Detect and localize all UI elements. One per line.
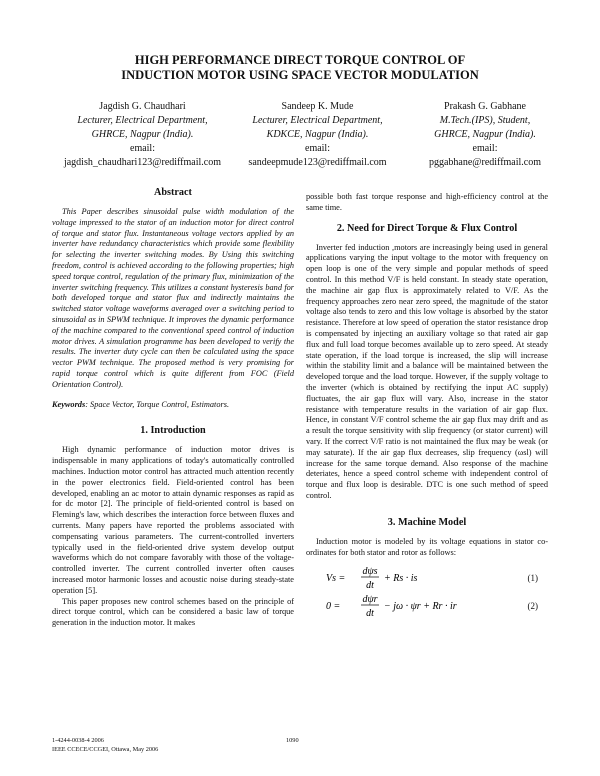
author-affiliation: Lecturer, Electrical Department, [252, 115, 383, 126]
eq1-rest: + Rs · is [384, 573, 418, 585]
eq2-denominator: dt [366, 608, 374, 620]
machine-model-paragraph: Induction motor is modeled by its voltage equations in stator co-ordinates for both stator and rotor as follows: [306, 536, 548, 557]
author-name: Sandeep K. Mude [281, 101, 354, 112]
author-block-1 [45, 100, 240, 170]
title-line-1: HIGH PERFORMANCE DIRECT TORQUE CONTROL OF [134, 53, 466, 67]
email-label: email: [305, 143, 330, 154]
eq1-numerator: dψs [362, 566, 378, 578]
author-affiliation: GHRCE, Nagpur (India). [91, 129, 194, 140]
keywords-label: Keywords [52, 399, 86, 409]
author-affiliation: GHRCE, Nagpur (India). [434, 129, 536, 140]
intro-paragraph-2: This paper proposes new control schemes based on the principle of direct torque control, which can be considered a basic law of torque generation in the induction motor. It makes [52, 596, 294, 628]
eq2-rest: − jω · ψr + Rr · ir [384, 601, 457, 613]
left-column [52, 186, 294, 629]
email-label: email: [130, 143, 155, 154]
intro-paragraph-1: High dynamic performance of induction motor drives is indispensable in many applications of today's automatically controlled machines. Induction motor control has attracted much attention recently in the power electronics field. Field-oriented control has been developed, enabling an ac motor to attain dynamic responses as rapid as for dc motor [2]. The principle of field-oriented control is based on Fleming's law, which describes the interaction force between fluxes and currents. Many papers have reported the problems associated with compensating various parameters. The current-controlled inverters typically used in the field-oriented drive system develop output waveforms which do not compare favorably with those of the voltage-controlled inverter. The current controlled inverter often causes increased motor harmonic losses and acoustic noise during steady-state operation [5]. [52, 445, 294, 595]
keywords-text: : Space Vector, Torque Control, Estimators. [85, 399, 230, 409]
continued-paragraph: possible both fast torque response and high-efficiency control at the same time. [306, 192, 548, 212]
author-affiliation: Lecturer, Electrical Department, [77, 115, 208, 126]
author-block-2 [240, 100, 395, 170]
eq1-denominator: dt [366, 580, 374, 592]
need-paragraph: Inverter fed induction ,motors are increasingly being used in general applications varying the input voltage to the motor with frequency on open loop is one of the very simple and popular methods of speed control. In this method V/F is held constant. In steady state operation, the machine air gap flux is approximately related to V/F. As the frequency approaches zero near zero speed, the magnitude of the stator voltage also tends to zero and this low voltage is absorbed by the stator resistance. Therefore at low speed of operation the stator resistance drop is compensated by injecting an auxiliary voltage so that rated air gap flux and full load torque becomes available up to zero speed. At steady state operation, if the load torque is increased, the slip will increase within the stability limit and a balance will be maintained between the developed torque and the load torque. However, if the supply voltage to the inverter (which is obtained by rectifying the input AC supply) fluctuates, the air gap flux will vary. Also, increase in the stator resistance with temperature results in the variation of air gap flux. Hence, in constant V/F control scheme the air gap flux may drift and as a result the torque sensitivity with slip frequency (or stator current) will vary. If the correct V/F ratio is not maintained the flux may be weak (or may saturate). If the air gap flux decreases, slip frequency (ωsl) will increase for the same torque demand. Also response of the machine deteriates, hence a speed control scheme with independent control of torque and flux loop is desirable. DTC is one such method of speed control. [306, 242, 548, 500]
page-number: 1090 [286, 737, 299, 744]
eq1-lhs: Vs = [326, 573, 346, 585]
author-affiliation: M.Tech.(IPS), Student, [439, 115, 531, 126]
abstract-heading: Abstract [154, 187, 192, 198]
author-block-3 [400, 100, 570, 170]
title-line-2: INDUCTION MOTOR USING SPACE VECTOR MODULATION [121, 68, 479, 82]
equation-2 [306, 592, 548, 620]
eq2-number: (2) [527, 601, 538, 612]
email-label: email: [472, 143, 498, 154]
author-name: Prakash G. Gabhane [444, 101, 526, 112]
eq1-number: (1) [527, 573, 538, 584]
author-email[interactable]: pggabhane@rediffmail.com [428, 157, 542, 168]
eq2-lhs: 0 = [326, 601, 341, 613]
author-email[interactable]: sandeepmude123@rediffmail.com [248, 157, 387, 168]
need-heading: 2. Need for Direct Torque & Flux Control [336, 222, 518, 234]
author-email[interactable]: jagdish_chaudhari123@rediffmail.com [63, 157, 222, 168]
abstract-text: This Paper describes sinusoidal pulse width modulation of the voltage impressed to the stator of an induction motor for direct control of torque and stator flux. Instantaneous voltage vectors applied by an inverter have redundancy characteristics which provide some flexibility for selecting the inverter switching modes. By Using this switching freedom, control is achieved according to the following properties; high speed torque control, regulation of the primary flux, minimization of the inverter switching frequency. This utilizes a constant hysteresis band for both developed torque and stator flux and indirectly maintains the switched stator voltage waveforms averaged over a switching period to sinusoidal as in SPWM technique. It improves the dynamic performance of the machine compared to the conventional speed control of induction motor drives. A simulation programme has been developed to verify the results. The inverter duty cycle can then be calculated using the space vector PWM technique. The proposed method is very promising for rapid torque control which is quite different from FOC (Field Orientation Control). [52, 207, 294, 389]
footer-line-2: IEEE CCECE/CCGEI, Ottawa, May 2006 [52, 745, 159, 753]
footer-publication-info [52, 737, 158, 754]
footer-line-1: 1-4244-0038-4 2006 [52, 737, 104, 744]
keywords [52, 400, 294, 411]
introduction-heading: 1. Introduction [140, 425, 206, 437]
paper-title [0, 53, 600, 83]
machine-model-heading: 3. Machine Model [387, 516, 467, 528]
author-affiliation: KDKCE, Nagpur (India). [266, 129, 369, 140]
equation-1 [306, 564, 548, 592]
eq2-numerator: dψr [362, 594, 378, 606]
right-column [306, 192, 548, 620]
author-name: Jagdish G. Chaudhari [99, 101, 186, 112]
